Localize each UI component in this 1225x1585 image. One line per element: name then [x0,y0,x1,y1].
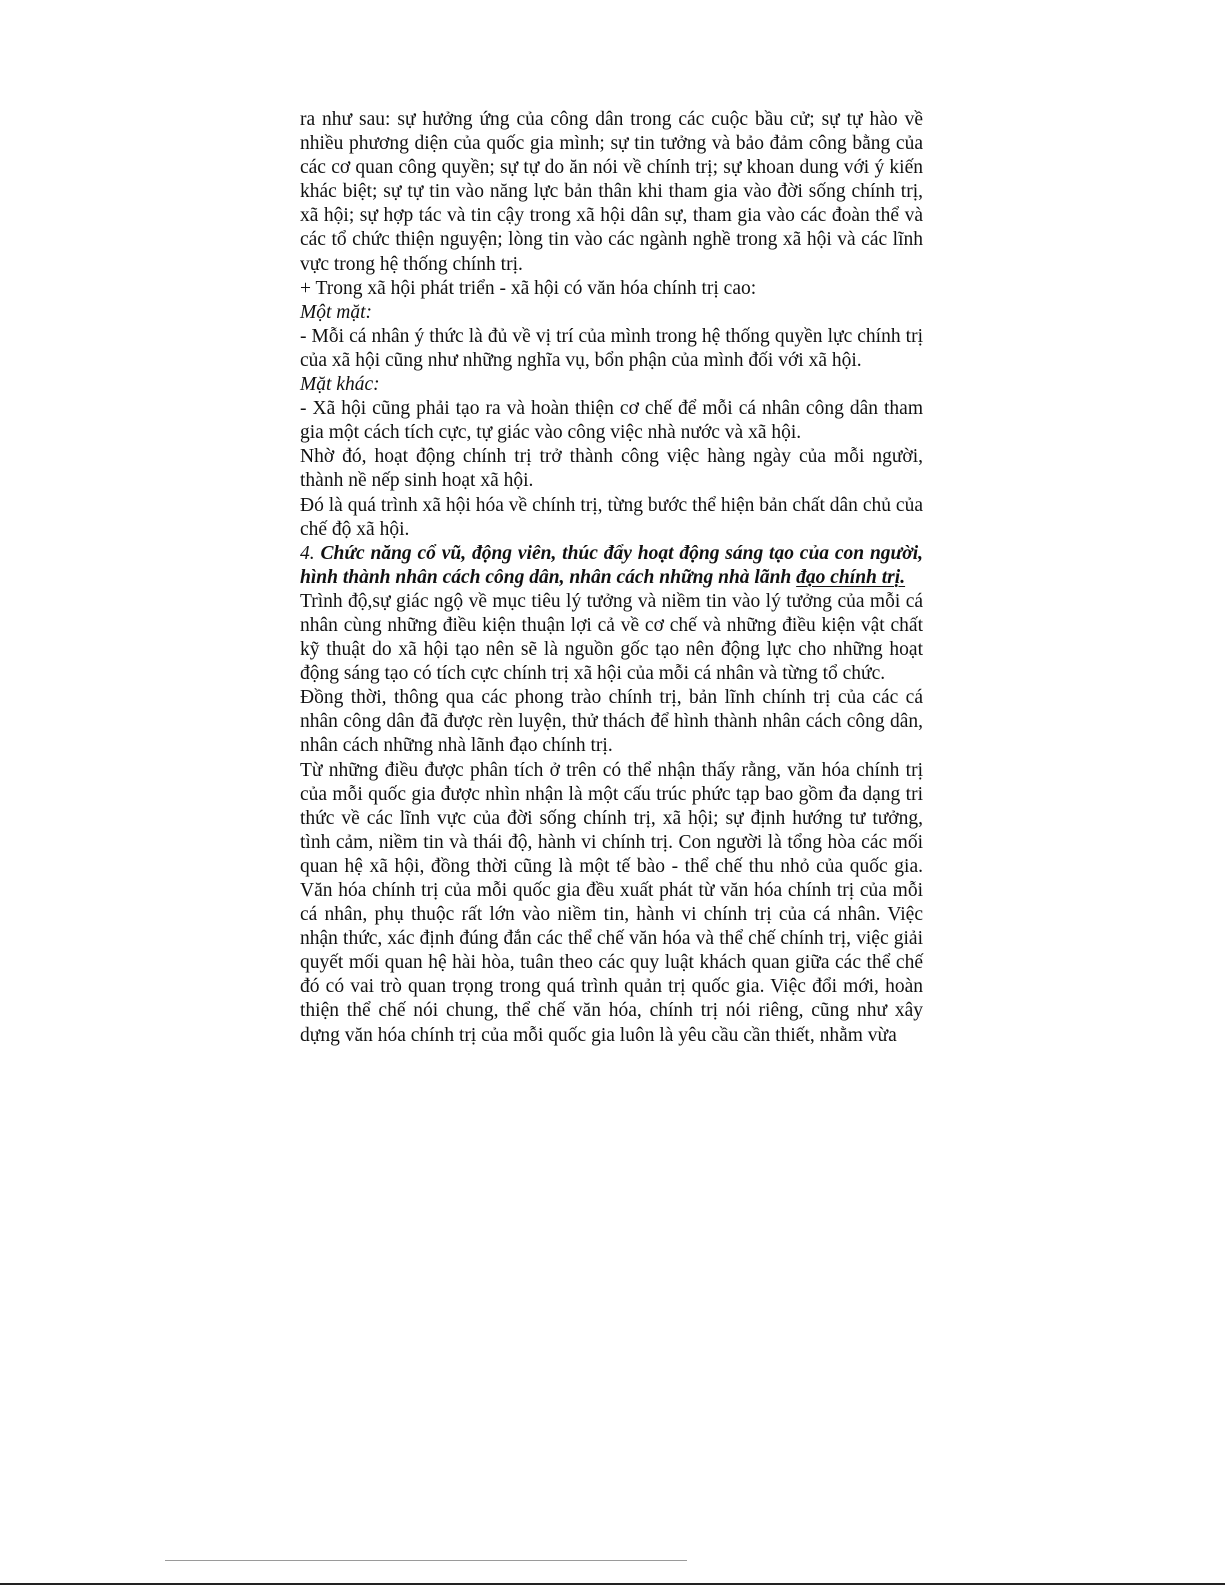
other-side-label: Mặt khác: [300,374,380,396]
thanks-to-that-paragraph: Nhờ đó, hoạt động chính trị trở thành công việc hàng ngày của mỗi người, thành nề nếp sinh hoạt xã hội. [300,446,923,492]
section-heading [300,542,923,590]
section-heading-title: Chức năng cổ vũ, động viên, thúc đẩy hoạt động sáng tạo của con người, hình thành nhân cách công dân, nhân cách những nhà lãnh [300,542,923,588]
document-body [300,108,923,1048]
one-side-label: Một mặt: [300,301,373,323]
footnote-separator [165,1560,687,1561]
section-heading-title-end: đạo chính trị. [796,566,906,588]
one-side-paragraph: - Mỗi cá nhân ý thức là đủ về vị trí của mình trong hệ thống quyền lực chính trị của xã hội cũng như những nghĩa vụ, bổn phận của mình đối với xã hội. [300,325,923,371]
developed-society-line: + Trong xã hội phát triển - xã hội có văn hóa chính trị cao: [300,277,757,299]
socialization-paragraph: Đó là quá trình xã hội hóa về chính trị, từng bước thể hiện bản chất dân chủ của chế độ xã hội. [300,494,923,540]
other-side-paragraph: - Xã hội cũng phải tạo ra và hoàn thiện cơ chế để mỗi cá nhân công dân tham gia một cách tích cực, tự giác vào công việc nhà nước và xã hội. [300,398,923,444]
meanwhile-paragraph: Đồng thời, thông qua các phong trào chính trị, bản lĩnh chính trị của các cá nhân công dân đã được rèn luyện, thử thách để hình thành nhân cách công dân, nhân cách những nhà lãnh đạo chính trị. [300,687,923,757]
intro-paragraph: ra như sau: sự hưởng ứng của công dân trong các cuộc bầu cử; sự tự hào về nhiều phương diện của quốc gia mình; sự tin tưởng và bảo đảm công bằng của các cơ quan công quyền; sự tự do ăn nói về chính trị; sự khoan dung với ý kiến khác biệt; sự tự tin vào năng lực bản thân khi tham gia vào đời sống chính trị, xã hội; sự hợp tác và tin cậy trong xã hội dân sự, tham gia vào các đoàn thể và các tổ chức thiện nguyện; lòng tin vào các ngành nghề trong xã hội và các lĩnh vực trong hệ thống chính trị. [300,109,923,275]
level-paragraph: Trình độ,sự giác ngộ về mục tiêu lý tưởng và niềm tin vào lý tưởng của mỗi cá nhân cùng những điều kiện thuận lợi cả về cơ chế và những điều kiện vật chất kỹ thuật do xã hội tạo nên sẽ là nguồn gốc tạo nên động lực cho những hoạt động sáng tạo có tích cực chính trị xã hội của mỗi cá nhân và từng tổ chức. [300,590,923,685]
conclusion-paragraph: Từ những điều được phân tích ở trên có thể nhận thấy rằng, văn hóa chính trị của mỗi quốc gia được nhìn nhận là một cấu trúc phức tạp bao gồm đa dạng tri thức về các lĩnh vực của đời sống chính trị, xã hội; sự định hướng tư tưởng, tình cảm, niềm tin và thái độ, hành vi chính trị. Con người là tổng hòa các mối quan hệ xã hội, đồng thời cũng là một tế bào - thể chế thu nhỏ của quốc gia. Văn hóa chính trị của mỗi quốc gia đều xuất phát từ văn hóa chính trị của mỗi cá nhân, phụ thuộc rất lớn vào niềm tin, hành vi chính trị của cá nhân. Việc nhận thức, xác định đúng đắn các thể chế văn hóa và thể chế chính trị, việc giải quyết mối quan hệ hài hòa, tuân theo các quy luật khách quan giữa các thể chế đó có vai trò quan trọng trong quá trình quản trị quốc gia. Việc đổi mới, hoàn thiện thể chế nói chung, thể chế văn hóa, chính trị nói riêng, cũng như xây dựng văn hóa chính trị của mỗi quốc gia luôn là yêu cầu cần thiết, nhằm vừa [300,759,923,1046]
section-heading-number: 4. [300,542,315,564]
